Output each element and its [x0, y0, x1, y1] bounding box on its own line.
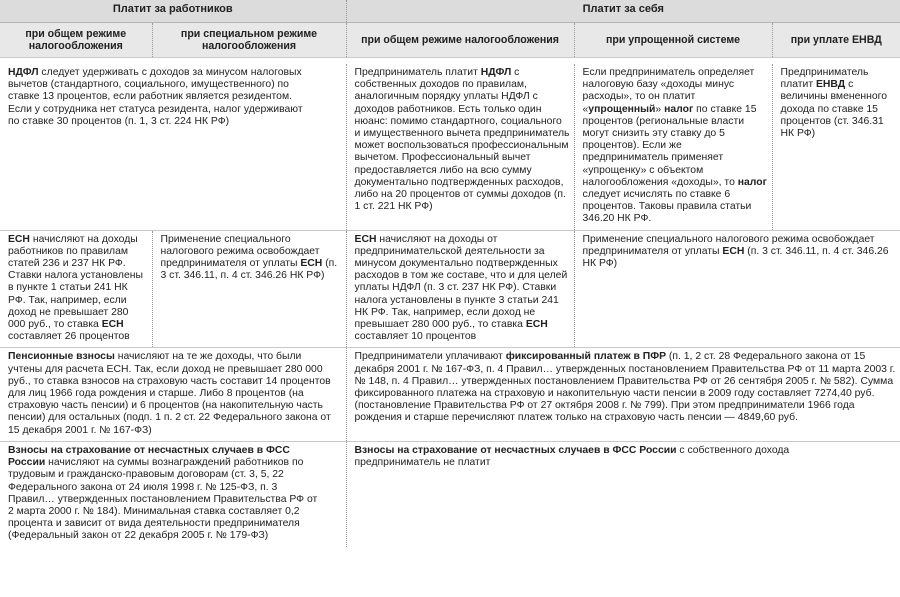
cell-esn-emp-special: Применение специального налогового режима освобождает предпринимателя от уплаты ЕСН (п. 3 ст. 346.11, п. 4 ст. 346.26 НК РФ): [152, 230, 346, 348]
row-esn: [0, 230, 900, 348]
cell-esn-emp-general: ЕСН начисляют на доходы работников по правилам статей 236 и 237 НК РФ. Ставки налога установлены в пункте 1 статьи 241 НК РФ. Так, например, если доход не превышает 280 000 руб., то ставка ЕСН составляет 26 процентов: [0, 230, 152, 348]
row-ndfl: [0, 64, 900, 230]
cell-ndfl-self-general: Предприниматель платит НДФЛ с собственных доходов по правилам, аналогичным порядку уплаты НДФЛ с доходов работников. Есть только один нюанс: помимо стандартного, социального и имущественного вычета предприниматель может воспользоваться профессиональным вычетом. Профессиональный вычет предоставляется либо на всю сумму документально подтвержденных расходов, либо на 20 процентов от суммы доходов (п. 1 ст. 221 НК РФ): [346, 64, 574, 230]
subheader-self-simplified: при упрощенной системе: [574, 23, 772, 58]
row-fss: [0, 441, 900, 546]
cell-esn-self-special: Применение специального налогового режима освобождает предпринимателя от уплаты ЕСН (п. 3 ст. 346.11, п. 4 ст. 346.26 НК РФ): [574, 230, 900, 348]
header-row: [0, 0, 900, 23]
row-pension: [0, 348, 900, 441]
subheader-emp-general: при общем режиме налогообложения: [0, 23, 152, 58]
subheader-emp-special: при специальном режиме налогообложения: [152, 23, 346, 58]
cell-ndfl-employees: НДФЛ следует удерживать с доходов за минусом налоговых вычетов (стандартного, социального, имущественного) по ставке 13 процентов, если работник является резидентом. Если у сотрудника нет статуса резидента, налог удерживают по ставке 30 процентов (п. 1, 3 ст. 224 НК РФ): [0, 64, 346, 230]
cell-pension-employees: Пенсионные взносы начисляют на те же доходы, что были учтены для расчета ЕСН. Так, если доход не превышает 280 000 руб., то ставка взносов на страховую часть составит 14 процентов для лиц 1966 года рождения и старше. Либо 8 процентов (на страховую часть пенсии) и 6 процентов (на накопительную часть пенсии) для остальных (подп. 1 п. 2 ст. 22 Федерального закона от 15 декабря 2001 г. № 167-ФЗ): [0, 348, 346, 441]
cell-ndfl-self-envd: Предприниматель платит ЕНВД с величины вмененного дохода по ставке 15 процентов (ст. 346.31 НК РФ): [772, 64, 900, 230]
subheader-self-general: при общем режиме налогообложения: [346, 23, 574, 58]
cell-pension-self: Предприниматели уплачивают фиксированный платеж в ПФР (п. 1, 2 ст. 28 Федерального закона от 15 декабря 2001 г. № 167-ФЗ, п. 4 Правил… утвержденных постановлением Правительства РФ от 11 марта 2003 г. № 148, п. 4 Правил… утвержденных постановлением Правительства РФ от 26 сентября 2005 г. № 582). Сумма фиксированного платежа на страховую и накопительную части пенсии в 2009 году составляет 7274,40 руб. (постановление Правительства РФ от 27 октября 2008 г. № 799). При этом предприниматели 1966 года рождения и старше перечисляют платеж только на страховую часть пенсии — 4849,60 руб.: [346, 348, 900, 441]
subheader-row: [0, 23, 900, 58]
header-employees: Платит за работников: [0, 0, 346, 23]
cell-ndfl-self-simplified: Если предприниматель определяет налоговую базу «доходы минус расходы», то он платит «упрощенный» налог по ставке 15 процентов (региональные власти могут снизить эту ставку до 5 процентов). Если же предприниматель применяет «упрощенку» с объектом налогообложения «доходы», то налог следует исчислять по ставке 6 процентов. Таковы правила статьи 346.20 НК РФ.: [574, 64, 772, 230]
cell-fss-self: Взносы на страхование от несчастных случаев в ФСС России с собственного дохода предприниматель не платит: [354, 444, 790, 469]
header-self: Платит за себя: [346, 0, 900, 23]
cell-esn-self-general: ЕСН начисляют на доходы от предпринимательской деятельности за минусом документально подтвержденных расходов в том же составе, что и для целей уплаты НДФЛ (п. 3 ст. 237 НК РФ). Ставки налога установлены в пункте 3 статьи 241 НК РФ. Так, например, если доход не превышает 280 000 руб., то ставка ЕСН составляет 10 процентов: [346, 230, 574, 348]
subheader-self-envd: при уплате ЕНВД: [772, 23, 900, 58]
cell-fss-employees: Взносы на страхование от несчастных случаев в ФСС России начисляют на суммы вознаграждений работников по трудовым и гражданско-правовым договорам (ст. 3, 5, 22 Федерального закона от 24 июля 1998 г. № 125-ФЗ, п. 3 Правил… утвержденных постановлением Правительства РФ от 2 марта 2000 г. № 184). Минимальная ставка составляет 0,2 процента и зависит от вида деятельности предпринимателя (Федеральный закон от 22 декабря 2005 г. № 179-ФЗ): [0, 441, 346, 546]
